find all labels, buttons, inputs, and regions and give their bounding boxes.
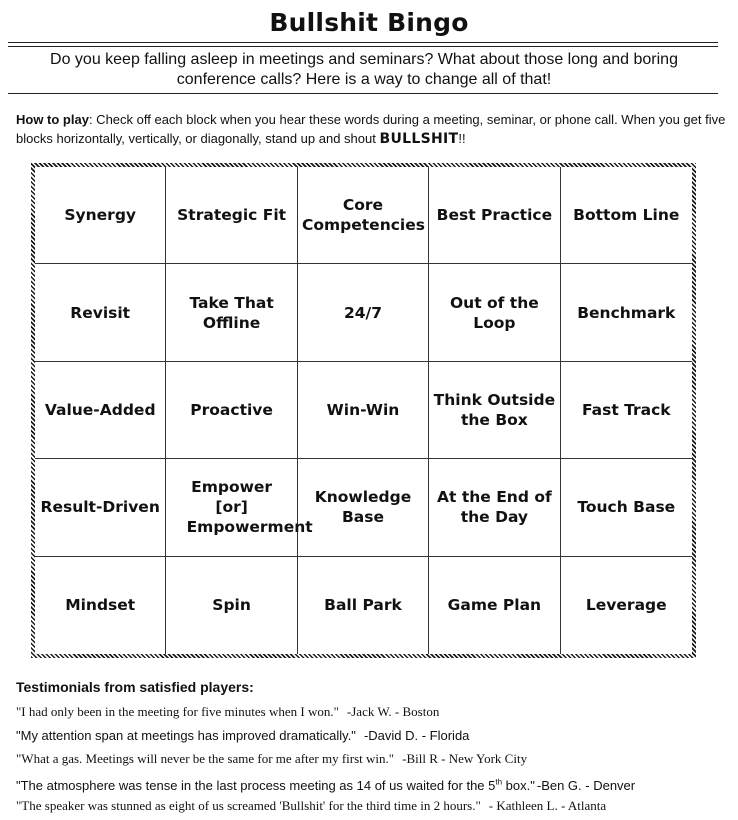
testimonial-quote: "What a gas. Meetings will never be the same for me after my first win." bbox=[16, 751, 395, 766]
testimonial-quote: "The speaker was stunned as eight of us screamed 'Bullshit' for the third time in 2 hours." bbox=[16, 798, 481, 813]
testimonial-item bbox=[16, 749, 728, 773]
intro-text: Do you keep falling asleep in meetings and seminars? What about those long and boring conference calls? Here is a way to change all of that! bbox=[50, 51, 678, 88]
bingo-cell[interactable] bbox=[166, 167, 297, 264]
testimonials-list bbox=[16, 702, 728, 820]
bingo-cell[interactable] bbox=[429, 167, 560, 264]
bingo-board bbox=[35, 167, 692, 654]
testimonial-author: -Ben G. - Denver bbox=[536, 777, 636, 793]
bingo-cell-label: Result-Driven bbox=[40, 498, 160, 517]
bingo-cell[interactable] bbox=[298, 459, 429, 556]
shout-word: BULLSHIT bbox=[379, 131, 459, 147]
bingo-cell-label: Win-Win bbox=[326, 400, 400, 419]
bingo-cell[interactable] bbox=[35, 264, 166, 361]
bingo-cell-label: Out of the Loop bbox=[450, 293, 539, 332]
testimonial-author: -Bill R - New York City bbox=[402, 751, 528, 766]
bingo-cell[interactable] bbox=[561, 264, 692, 361]
bingo-cell-label: Empower [or] Empowerment bbox=[186, 478, 313, 537]
bingo-cell-label: Take That Offline bbox=[189, 293, 274, 332]
bingo-cell[interactable] bbox=[35, 167, 166, 264]
shout-exclaim: !! bbox=[458, 131, 466, 146]
testimonial-item bbox=[16, 726, 728, 750]
bingo-cell[interactable] bbox=[561, 362, 692, 459]
how-to-play-label: How to play bbox=[16, 112, 89, 127]
bingo-cell[interactable] bbox=[561, 557, 692, 654]
bingo-cell-label: Knowledge Base bbox=[314, 488, 412, 527]
bingo-cell[interactable] bbox=[166, 459, 313, 556]
testimonial-author: -David D. - Florida bbox=[363, 727, 470, 743]
bingo-cell[interactable] bbox=[298, 264, 429, 361]
testimonial-quote-end: box." bbox=[502, 777, 535, 793]
bingo-cell-label: Game Plan bbox=[447, 596, 542, 615]
bingo-cell-label: Fast Track bbox=[581, 400, 671, 419]
testimonial-item bbox=[16, 702, 728, 726]
bingo-cell-label: Proactive bbox=[190, 400, 273, 419]
bingo-cell[interactable] bbox=[166, 362, 297, 459]
bingo-cell[interactable] bbox=[35, 459, 166, 556]
bingo-cell-label: Ball Park bbox=[324, 596, 402, 615]
bingo-cell-label: Synergy bbox=[64, 206, 137, 225]
bingo-cell[interactable] bbox=[429, 362, 560, 459]
testimonial-item bbox=[16, 773, 728, 797]
testimonial-quote: "My attention span at meetings has improved dramatically." bbox=[16, 727, 356, 743]
title-rule-top bbox=[8, 42, 718, 43]
bingo-cell[interactable] bbox=[429, 264, 560, 361]
bingo-cell-label: Core Competencies bbox=[301, 196, 425, 235]
bingo-cell-label: Strategic Fit bbox=[177, 206, 287, 225]
bingo-cell-label: Think Outside the Box bbox=[433, 390, 556, 429]
bingo-cell-label: Value-Added bbox=[44, 400, 156, 419]
bingo-cell[interactable] bbox=[561, 459, 692, 556]
bingo-cell-label: At the End of the Day bbox=[437, 488, 552, 527]
bingo-cell-label: Mindset bbox=[65, 596, 136, 615]
bingo-cell[interactable] bbox=[35, 557, 166, 654]
testimonial-item bbox=[16, 796, 728, 820]
bingo-cell-label: Best Practice bbox=[436, 206, 553, 225]
bingo-cell-label: Benchmark bbox=[577, 303, 676, 322]
testimonial-quote bbox=[16, 778, 535, 793]
how-to-play-paragraph bbox=[16, 110, 726, 149]
bingo-cell-label: 24/7 bbox=[343, 303, 382, 322]
intro-rule-bottom bbox=[8, 93, 718, 94]
bingo-cell[interactable] bbox=[561, 167, 692, 264]
bingo-cell[interactable] bbox=[429, 459, 560, 556]
bingo-cell-label: Touch Base bbox=[577, 498, 676, 517]
bingo-cell-label: Bottom Line bbox=[573, 206, 680, 225]
title-rule-second bbox=[8, 46, 718, 47]
bingo-cell[interactable] bbox=[429, 557, 560, 654]
testimonial-quote-start: "The atmosphere was tense in the last process meeting as 14 of us waited for the 5 bbox=[16, 777, 496, 793]
testimonial-author: -Jack W. - Boston bbox=[346, 704, 440, 719]
how-to-play-text: : Check off each block when you hear these words during a meeting, seminar, or phone call. When you get five blocks horizontally, vertically, or diagonally, stand up and shout bbox=[16, 112, 726, 146]
testimonials-heading: Testimonials from satisfied players: bbox=[16, 679, 254, 695]
testimonial-quote: "I had only been in the meeting for five minutes when I won." bbox=[16, 704, 339, 719]
testimonial-author: - Kathleen L. - Atlanta bbox=[488, 798, 607, 813]
bingo-cell[interactable] bbox=[166, 264, 297, 361]
bingo-cell[interactable] bbox=[298, 557, 429, 654]
bingo-cell[interactable] bbox=[298, 167, 429, 264]
bingo-cell[interactable] bbox=[298, 362, 429, 459]
bingo-cell[interactable] bbox=[166, 557, 297, 654]
bingo-board-border bbox=[31, 163, 696, 658]
bingo-cell[interactable] bbox=[35, 362, 166, 459]
ordinal-suffix: th bbox=[495, 777, 503, 787]
page-title: Bullshit Bingo bbox=[269, 8, 469, 37]
bingo-cell-label: Leverage bbox=[585, 596, 667, 615]
bingo-cell-label: Spin bbox=[212, 596, 251, 615]
bingo-cell-label: Revisit bbox=[70, 303, 131, 322]
